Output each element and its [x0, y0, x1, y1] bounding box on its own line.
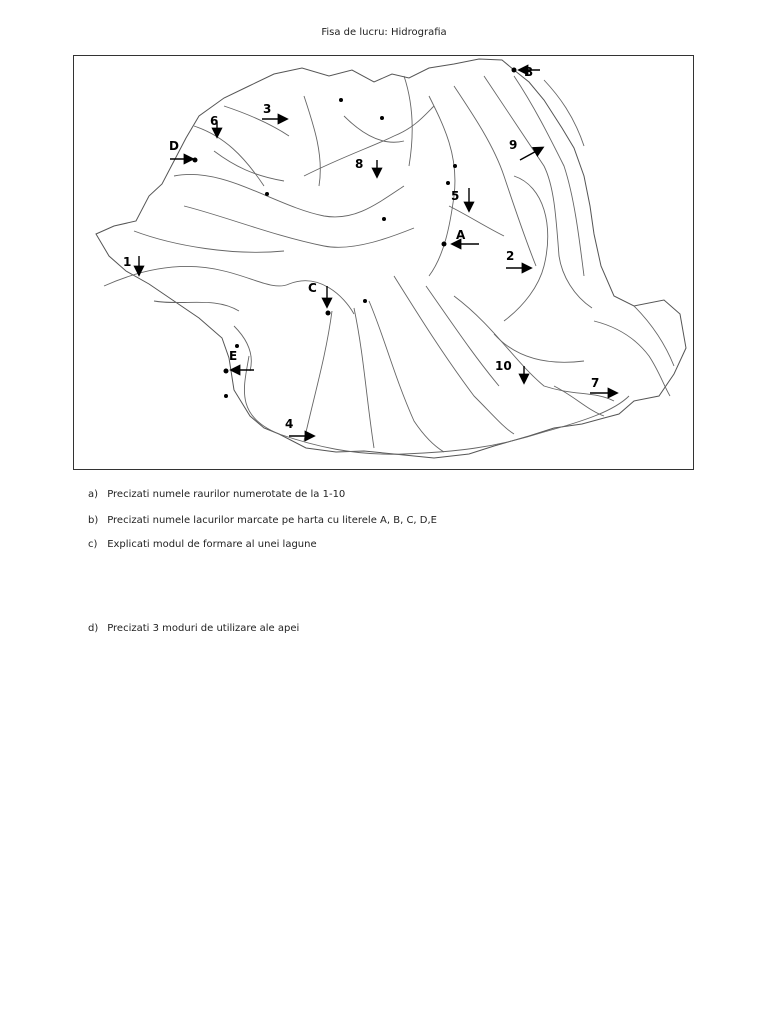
question-d-text: Precizati 3 moduri de utilizare ale apei	[107, 623, 300, 634]
question-a-label: a)	[88, 489, 99, 500]
label-8: 8	[355, 157, 364, 171]
question-b-label: b)	[88, 515, 99, 526]
label-3: 3	[263, 102, 272, 116]
worksheet-title: Fisa de lucru: Hidrografia	[321, 27, 447, 38]
question-b	[88, 515, 437, 526]
question-c	[88, 539, 317, 550]
label-E: E	[229, 349, 238, 363]
romania-hydrography-map	[73, 55, 694, 470]
label-5: 5	[451, 189, 460, 203]
label-1: 1	[123, 255, 132, 269]
label-C: C	[308, 281, 317, 295]
label-2: 2	[506, 249, 515, 263]
question-a	[88, 489, 345, 500]
label-10: 10	[495, 359, 512, 373]
question-b-text: Precizati numele lacurilor marcate pe harta cu literele A, B, C, D,E	[107, 515, 437, 526]
label-B: B	[524, 65, 534, 79]
question-a-text: Precizati numele raurilor numerotate de la 1-10	[107, 489, 346, 500]
label-6: 6	[210, 114, 219, 128]
label-D: D	[169, 139, 179, 153]
question-d	[88, 623, 299, 634]
label-4: 4	[285, 417, 294, 431]
label-A: A	[456, 228, 466, 242]
question-c-label: c)	[88, 539, 98, 550]
lake-markers	[193, 68, 517, 399]
question-d-label: d)	[88, 623, 99, 634]
country-border	[96, 59, 686, 458]
question-c-text: Explicati modul de formare al unei lagune	[107, 539, 317, 550]
label-9: 9	[509, 138, 518, 152]
label-7: 7	[591, 376, 600, 390]
